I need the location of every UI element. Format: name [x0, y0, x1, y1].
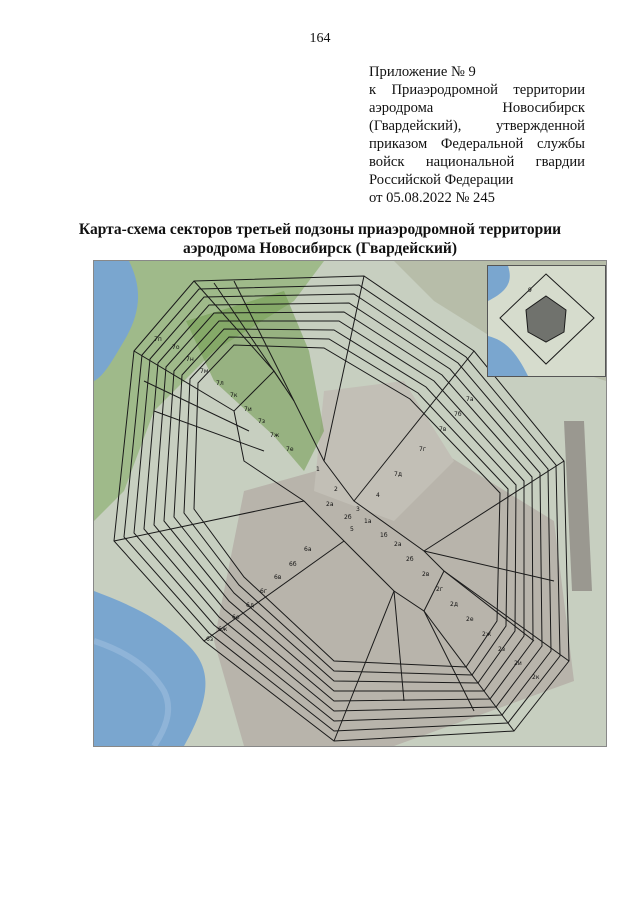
appendix-line: от 05.08.2022 № 245 — [369, 190, 495, 206]
sector-label: 6в — [274, 574, 282, 581]
center-label: 1б — [380, 532, 388, 539]
appendix-line: к Приаэродромной территории — [369, 82, 585, 98]
sector-label: 2к — [532, 674, 540, 681]
center-label: 2б — [344, 514, 352, 521]
sector-label: 2б — [406, 556, 414, 563]
appendix-line: аэродрома Новосибирск — [369, 100, 585, 116]
sector-label: 7н — [186, 356, 194, 363]
sector-label: 7з — [258, 418, 266, 425]
sector-label: 7и — [244, 406, 252, 413]
sector-label: 6ж — [218, 626, 228, 633]
center-label: 2 — [334, 486, 338, 493]
sector-label: 6е — [232, 614, 240, 621]
sector-label: 7л — [216, 380, 224, 387]
appendix-line: (Гвардейский), утвержденной — [369, 118, 585, 134]
sector-label: 7ж — [270, 432, 280, 439]
center-label: 3 — [356, 506, 360, 513]
sector-label: 6б — [289, 561, 297, 568]
overview-inset-map — [487, 265, 606, 377]
sector-label: 2е — [466, 616, 474, 623]
center-label: 2а — [326, 501, 334, 508]
sector-label: 7в — [439, 426, 447, 433]
inset-svg — [488, 266, 605, 376]
inset-label: 9 — [528, 287, 532, 294]
center-label: 1 — [316, 466, 320, 473]
sector-label: 7п — [154, 336, 162, 343]
sector-label: 6д — [246, 602, 254, 609]
sector-label: 2з — [498, 646, 506, 653]
sector-label: 7б — [454, 411, 462, 418]
sector-label: 2а — [394, 541, 402, 548]
sector-label: 2и — [514, 660, 522, 667]
sector-label: 7м — [200, 368, 209, 375]
center-label: 5 — [350, 526, 354, 533]
sector-label: 7е — [286, 446, 294, 453]
appendix-line: приказом Федеральной службы — [369, 136, 585, 152]
sector-label: 7а — [466, 396, 474, 403]
appendix-line: войск национальной гвардии — [369, 154, 585, 170]
sector-label: 7д — [394, 471, 402, 478]
appendix-note — [369, 63, 585, 207]
sector-label: 2д — [450, 601, 458, 608]
center-label: 4 — [376, 492, 380, 499]
sector-label: 2г — [436, 586, 443, 593]
sector-label: 6а — [304, 546, 312, 553]
map-title-line: аэродрома Новосибирск (Гвардейский) — [182, 240, 458, 257]
sector-label: 7к — [230, 392, 238, 399]
page-number: 164 — [309, 31, 331, 46]
appendix-line: Российской Федерации — [369, 172, 514, 188]
sector-label: 2ж — [482, 631, 492, 638]
sector-label: 7г — [419, 446, 426, 453]
map-title — [60, 220, 580, 258]
sector-label: 7о — [172, 344, 180, 351]
sector-label: 6з — [206, 636, 214, 643]
appendix-line: Приложение № 9 — [369, 64, 476, 80]
sector-label: 2в — [422, 571, 430, 578]
center-label: 1а — [364, 518, 372, 525]
sector-label: 6г — [260, 588, 267, 595]
map-title-line: Карта-схема секторов третьей подзоны приаэродромной территории — [78, 221, 562, 238]
